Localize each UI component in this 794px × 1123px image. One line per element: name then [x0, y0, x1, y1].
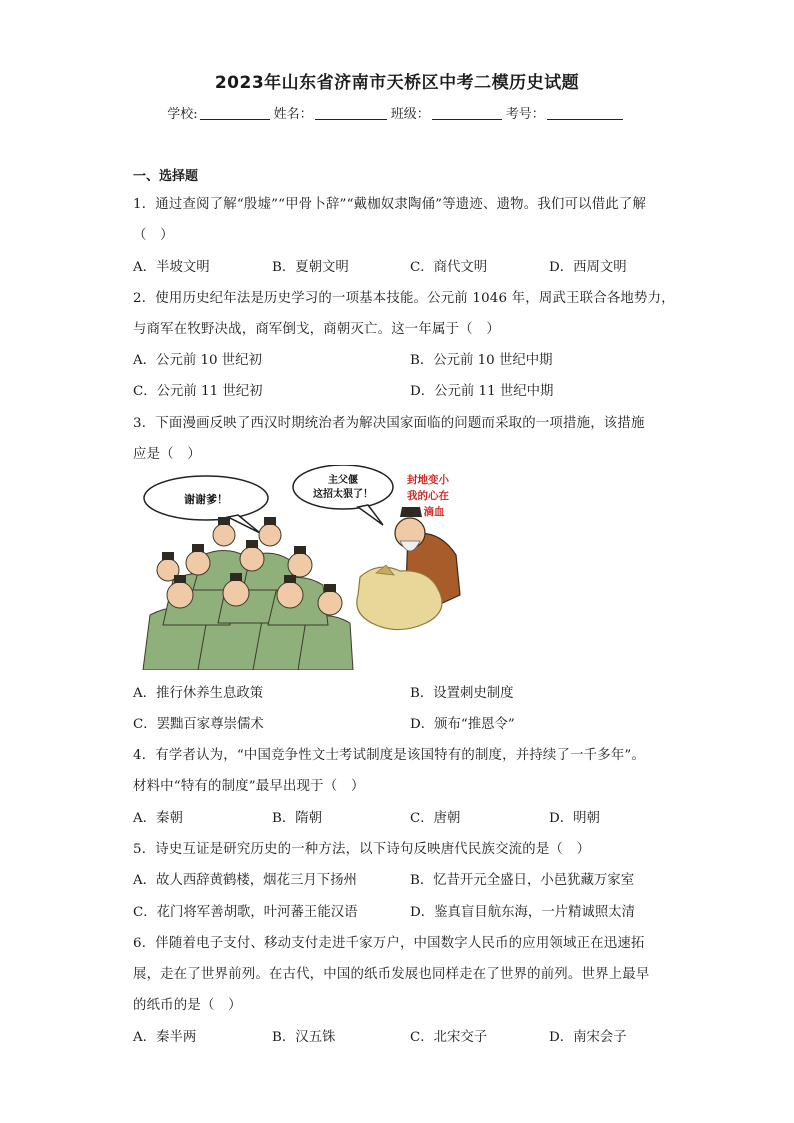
bubble-middle-text-1: 主父偃 [328, 475, 358, 486]
q2-line-1: 2．使用历史纪年法是历史学习的一项基本技能。公元前 1046 年，周武王联合各地势力， [133, 291, 675, 306]
q3-option-b[interactable]: B．设置刺史制度 [410, 686, 514, 701]
bubble-left-text: 谢谢爹！ [184, 493, 228, 506]
q2-option-b[interactable]: B．公元前 10 世纪中期 [410, 353, 553, 368]
q4-option-c[interactable]: C．唐朝 [410, 811, 461, 826]
cartoon-illustration [138, 465, 468, 670]
q2-option-d[interactable]: D．公元前 11 世纪中期 [410, 384, 554, 399]
q1-option-d[interactable]: D．西周文明 [549, 260, 627, 275]
q6-line-1: 6．伴随着电子支付、移动支付走进千家万户，中国数字人民币的应用领域正在迅速拓 [133, 936, 645, 951]
q3-option-a[interactable]: A．推行休养生息政策 [133, 686, 264, 701]
exam-no-label: 考号： [505, 107, 545, 122]
exam-no-blank[interactable] [547, 105, 623, 120]
q3-option-d[interactable]: D．颁布“推恩令” [410, 717, 515, 732]
q1-option-a[interactable]: A．半坡文明 [133, 260, 210, 275]
q1-line-2: （ ） [133, 228, 174, 243]
bubble-middle-text-2: 这招太狠了！ [313, 489, 373, 500]
q6-option-b[interactable]: B．汉五铢 [272, 1030, 336, 1045]
q1-line-1: 1．通过查阅了解“殷墟”“甲骨卜辞”“戴枷奴隶陶俑”等遗迹、遗物。我们可以借此了解 [133, 197, 647, 212]
q2-option-a[interactable]: A．公元前 10 世纪初 [133, 353, 262, 368]
q2-option-c[interactable]: C．公元前 11 世纪初 [133, 384, 263, 399]
q3-line-2: 应是（ ） [133, 447, 201, 462]
class-label: 班级： [390, 107, 430, 122]
exam-title: 2023年山东省济南市天桥区中考二模历史试题 [214, 73, 580, 93]
caption-text-1: 封地变小 [407, 474, 449, 486]
q5-option-d[interactable]: D．鉴真盲目航东海，一片精诚照太清 [410, 905, 635, 920]
caption-text-3: 滴血 [423, 506, 445, 518]
q5-option-b[interactable]: B．忆昔开元全盛日，小邑犹藏万家室 [410, 873, 635, 888]
q6-option-c[interactable]: C．北宋交子 [410, 1030, 488, 1045]
q5-option-c[interactable]: C．花门将军善胡歌，叶河蕃王能汉语 [133, 905, 358, 920]
q6-line-3: 的纸币的是（ ） [133, 998, 242, 1013]
q6-option-a[interactable]: A．秦半两 [133, 1030, 197, 1045]
school-label: 学校: [167, 107, 198, 122]
q4-line-2: 材料中“特有的制度”最早出现于（ ） [133, 779, 365, 794]
caption-text-2: 我的心在 [407, 490, 449, 502]
q4-option-b[interactable]: B．隋朝 [272, 811, 323, 826]
q6-option-d[interactable]: D．南宋会子 [549, 1030, 627, 1045]
q4-option-d[interactable]: D．明朝 [549, 811, 600, 826]
princes-crowd [143, 517, 353, 670]
q3-option-c[interactable]: C．罢黜百家尊崇儒术 [133, 717, 264, 732]
q1-option-c[interactable]: C．商代文明 [410, 260, 488, 275]
q5-option-a[interactable]: A．故人西辞黄鹤楼，烟花三月下扬州 [133, 873, 357, 888]
class-blank[interactable] [432, 105, 502, 120]
school-blank[interactable] [200, 105, 270, 120]
speech-bubble-left [144, 476, 268, 533]
speech-bubble-middle [293, 465, 393, 525]
q4-option-a[interactable]: A．秦朝 [133, 811, 183, 826]
name-label: 姓名： [273, 107, 313, 122]
q6-line-2: 展，走在了世界前列。在古代，中国的纸币发展也同样走在了世界的前列。世界上最早 [133, 967, 650, 982]
q4-line-1: 4．有学者认为，“中国竞争性文士考试制度是该国特有的制度，并持续了一千多年”。 [133, 748, 646, 763]
student-info-line [0, 103, 794, 122]
q3-line-1: 3．下面漫画反映了西汉时期统治者为解决国家面临的问题而采取的一项措施，该措施 [133, 416, 645, 431]
section-title: 一、选择题 [133, 169, 199, 184]
q2-line-2: 与商军在牧野决战，商军倒戈，商朝灭亡。这一年属于（ ） [133, 322, 500, 337]
q5-line-1: 5．诗史互证是研究历史的一种方法，以下诗句反映唐代民族交流的是（ ） [133, 842, 591, 857]
name-blank[interactable] [315, 105, 387, 120]
q1-option-b[interactable]: B．夏朝文明 [272, 260, 349, 275]
